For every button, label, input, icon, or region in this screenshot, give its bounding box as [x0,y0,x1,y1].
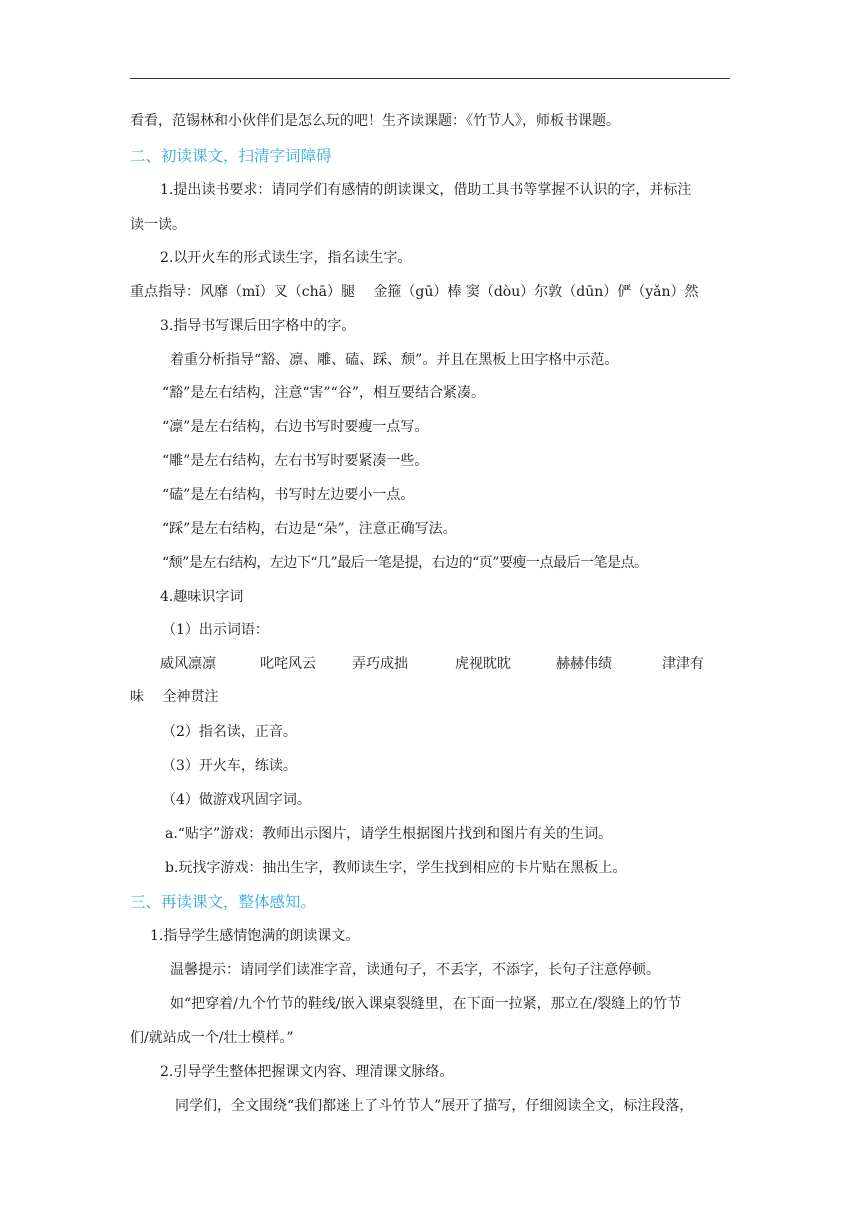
vocab-word: 虎视眈眈 [455,656,511,672]
paragraph: （4）做游戏巩固字词。 [162,792,311,808]
header-rule [130,78,730,79]
vocab-word: 赫赫伟绩 [556,656,612,672]
vocab-word: 威风凛凛 [160,656,216,672]
paragraph: “雕”是左右结构，左右书写时要紧凑一些。 [162,453,429,469]
vocab-word: 弄巧成拙 [352,656,408,672]
paragraph: 看看，范锡林和小伙伴们是怎么玩的吧！生齐读课题：《竹节人》，师板书课题。 [130,113,620,129]
paragraph: a.“贴字”游戏：教师出示图片，请学生根据图片找到和图片有关的生词。 [165,826,613,842]
paragraph: 们/就站成一个/壮士模样。” [130,1030,294,1046]
paragraph: 温馨提示：请同学们读准字音，读通句子，不丢字，不添字，长句子注意停顿。 [170,962,660,978]
paragraph: 2.以开火车的形式读生字，指名读生字。 [160,250,412,266]
vocab-word: 津津有 [662,656,704,672]
paragraph: “踩”是左右结构，右边是“朵”，注意正确写法。 [162,521,457,537]
vocab-word: 叱咤风云 [260,656,316,672]
paragraph: “凛”是左右结构，右边书写时要瘦一点写。 [162,419,429,435]
paragraph: 味 全神贯注 [130,689,219,705]
paragraph: 1.指导学生感情饱满的朗读课文。 [150,928,360,944]
section-heading: 三、再读课文，整体感知。 [130,893,317,911]
paragraph: 着重分析指导“豁、凛、雕、磕、踩、颓”。并且在黑板上田字格中示范。 [170,352,619,368]
paragraph: 重点指导：风靡（mǐ）叉（chā）腿 金箍（gū）棒 窦（dòu）尔敦（dūn）俨（yǎn）然 [130,284,699,300]
paragraph: 如“把穿着/九个竹节的鞋线/嵌入课桌裂缝里，在下面一拉紧，那立在/裂缝上的竹节 [170,996,682,1012]
paragraph: “颓”是左右结构，左边下“几”最后一笔是提，右边的“页”要瘦一点最后一笔是点。 [162,555,648,571]
paragraph: 同学们，全文围绕“我们都迷上了斗竹节人”展开了描写，仔细阅读全文，标注段落， [175,1098,694,1114]
paragraph: （1）出示词语： [162,622,269,638]
paragraph: 4.趣味识字词 [160,589,244,605]
paragraph: 2.引导学生整体把握课文内容、理清课文脉络。 [160,1064,454,1080]
paragraph: 3.指导书写课后田字格中的字。 [160,318,356,334]
paragraph: 读一读。 [130,217,186,233]
word-list [0,654,860,674]
paragraph: b.玩找字游戏：抽出生字，教师读生字，学生找到相应的卡片贴在黑板上。 [165,860,627,876]
paragraph: （2）指名读，正音。 [162,724,297,740]
paragraph: “豁”是左右结构，注意“害”“谷”，相互要结合紧凑。 [162,385,485,401]
paragraph: “磕”是左右结构，书写时左边要小一点。 [162,487,415,503]
section-heading: 二、初读课文，扫清字词障碍 [130,147,332,165]
paragraph: 1.提出读书要求：请同学们有感情的朗读课文，借助工具书等掌握不认识的字，并标注 [160,182,692,198]
paragraph: （3）开火车，练读。 [162,758,297,774]
